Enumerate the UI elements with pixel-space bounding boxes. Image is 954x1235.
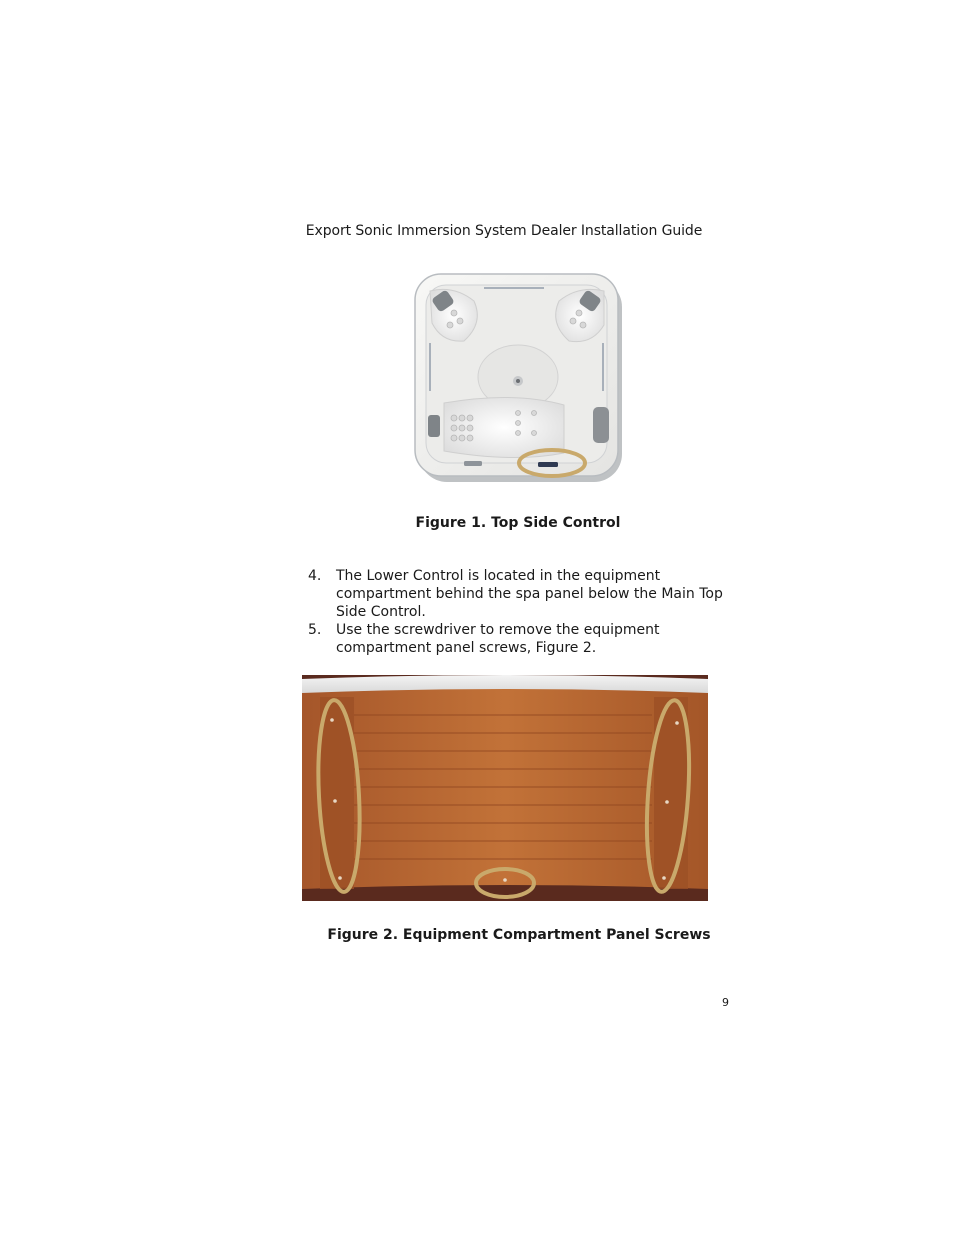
- document-title: Export Sonic Immersion System Dealer Installation Guide: [305, 223, 703, 239]
- document-header: [0, 223, 954, 239]
- spa-side-panel-illustration: [302, 675, 708, 901]
- figure-2-caption: [0, 927, 954, 943]
- figure-1-caption: [0, 515, 954, 531]
- page-number: 9: [722, 996, 729, 1009]
- figure-2-image: [302, 675, 708, 901]
- step-5-text: Use the screwdriver to remove the equipment compartment panel screws, Figure 2.: [336, 622, 660, 656]
- step-4-number: 4.: [308, 568, 322, 584]
- step-4-text: The Lower Control is located in the equipment compartment behind the spa panel below the Main Top Side Control.: [336, 568, 723, 620]
- figure-2-caption-text: Figure 2. Equipment Compartment Panel Screws: [327, 927, 711, 943]
- step-5-number: 5.: [308, 622, 322, 638]
- figure-1-caption-text: Figure 1. Top Side Control: [415, 515, 621, 531]
- spa-top-view-illustration: [414, 273, 623, 483]
- figure-1-image: [414, 273, 623, 483]
